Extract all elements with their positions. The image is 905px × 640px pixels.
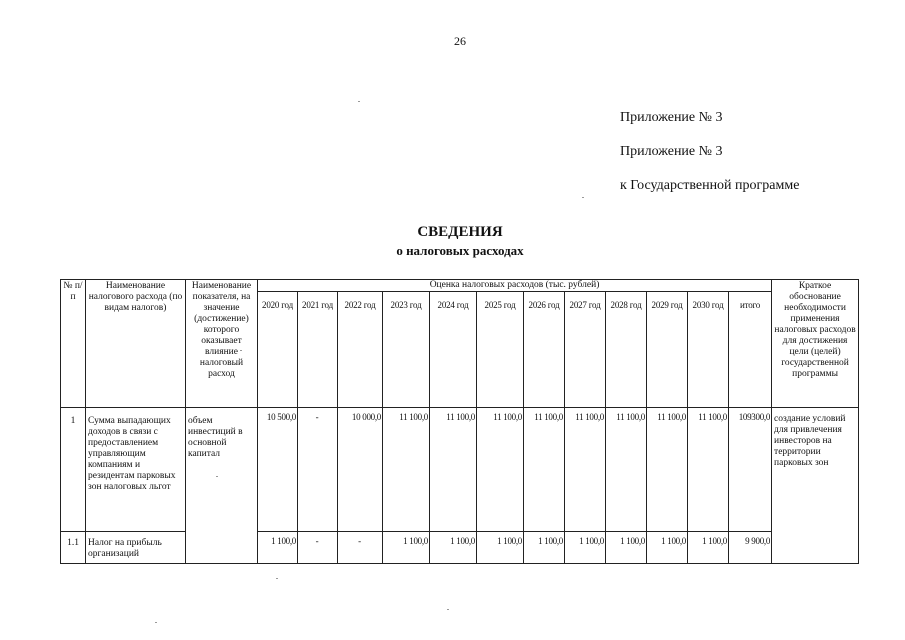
- row-number: 1.1: [61, 532, 86, 564]
- row-value: 1 100,0: [383, 532, 430, 564]
- row-value: 11 100,0: [688, 408, 729, 532]
- row-value: 11 100,0: [647, 408, 688, 532]
- row-value: 1 100,0: [524, 532, 565, 564]
- header-year: 2020 год: [258, 292, 298, 408]
- scan-speck: [582, 197, 584, 198]
- scan-speck: [240, 350, 242, 351]
- scan-speck: [216, 476, 218, 477]
- row-value: 11 100,0: [524, 408, 565, 532]
- row-number: 1: [61, 408, 86, 532]
- table-row: [61, 408, 859, 532]
- row-value: 1 100,0: [688, 532, 729, 564]
- row-value: 11 100,0: [565, 408, 606, 532]
- tax-expenditure-table: [60, 279, 859, 564]
- document-title: СВЕДЕНИЯ: [417, 224, 503, 240]
- header-year: 2028 год: [606, 292, 647, 408]
- row-value: 10 500,0: [258, 408, 298, 532]
- row-indicator: объем инвестиций в основной капитал: [186, 408, 258, 564]
- scan-speck: [155, 622, 157, 623]
- row-total: 109300,0: [729, 408, 772, 532]
- row-value: 10 000,0: [338, 408, 383, 532]
- header-name: Наименование налогового расхода (по видам налогов): [86, 280, 186, 408]
- row-value: 1 100,0: [258, 532, 298, 564]
- row-value: 1 100,0: [565, 532, 606, 564]
- row-value: 1 100,0: [647, 532, 688, 564]
- header-year: 2027 год: [565, 292, 606, 408]
- row-value: 11 100,0: [606, 408, 647, 532]
- row-value: 11 100,0: [430, 408, 477, 532]
- header-year: 2029 год: [647, 292, 688, 408]
- row-value: -: [338, 532, 383, 564]
- header-row-1: [61, 280, 859, 292]
- header-estimate-group: Оценка налоговых расходов (тыс. рублей): [258, 280, 772, 292]
- row-rationale: создание условий для привлечения инвесторов на территории парковых зон: [772, 408, 859, 564]
- appendix-line-1: Приложение № 3: [620, 110, 723, 125]
- document-subtitle: о налоговых расходах: [396, 243, 524, 258]
- row-value: 1 100,0: [606, 532, 647, 564]
- scan-speck: [447, 609, 449, 610]
- row-total: 9 900,0: [729, 532, 772, 564]
- row-name: Сумма выпадающих доходов в связи с предоставлением управляющим компаниям и резидентам парковых зон налоговых льгот: [86, 408, 186, 532]
- header-year: 2025 год: [477, 292, 524, 408]
- row-value: 1 100,0: [477, 532, 524, 564]
- appendix-line-2: Приложение № 3: [620, 144, 723, 159]
- row-value: -: [298, 532, 338, 564]
- header-total: итого: [729, 292, 772, 408]
- row-value: -: [298, 408, 338, 532]
- scan-speck: [276, 578, 278, 579]
- header-year: 2030 год: [688, 292, 729, 408]
- header-year: 2022 год: [338, 292, 383, 408]
- header-indicator: Наименование показателя, на значение (достижение) которого оказывает влияние налоговый расход: [186, 280, 258, 408]
- row-value: 11 100,0: [383, 408, 430, 532]
- header-rationale: Краткое обоснование необходимости применения налоговых расходов для достижения цели (целей) государственной программы: [772, 280, 859, 408]
- header-year: 2021 год: [298, 292, 338, 408]
- page-number: 26: [454, 34, 466, 48]
- appendix-line-3: к Государственной программе: [620, 178, 800, 193]
- header-number: № п/п: [61, 280, 86, 408]
- header-year: 2024 год: [430, 292, 477, 408]
- header-year: 2023 год: [383, 292, 430, 408]
- row-value: 1 100,0: [430, 532, 477, 564]
- header-year: 2026 год: [524, 292, 565, 408]
- scan-speck: [358, 101, 360, 102]
- table-row: [61, 532, 859, 564]
- row-value: 11 100,0: [477, 408, 524, 532]
- row-name: Налог на прибыль организаций: [86, 532, 186, 564]
